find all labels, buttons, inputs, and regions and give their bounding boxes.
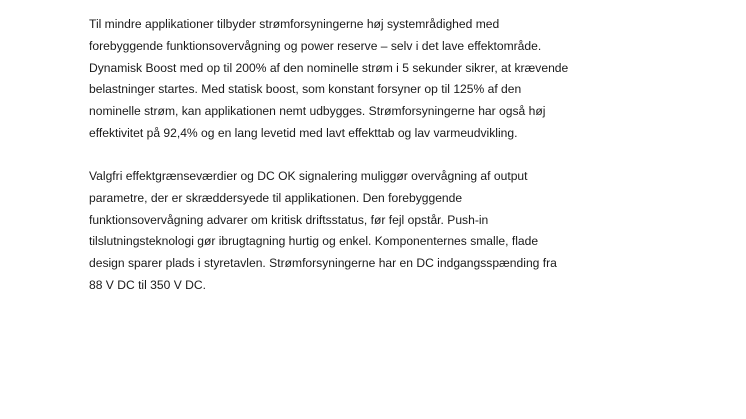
text-line: parametre, der er skræddersyede til applikationen. Den forebyggende (89, 190, 463, 205)
text-line: design sparer plads i styretavlen. Strømforsyningerne har en DC indgangsspænding fra (89, 256, 557, 271)
paragraph-2 (89, 166, 557, 297)
text-line: nominelle strøm, kan applikationen nemt udbygges. Strømforsyningerne har også høj (89, 104, 546, 119)
text-line: belastninger startes. Med statisk boost, som konstant forsyner op til 125% af den (89, 82, 522, 97)
text-line: 88 V DC til 350 V DC. (89, 277, 206, 292)
paragraph-1 (89, 14, 568, 145)
text-line: effektivitet på 92,4% og en lang levetid med lavt effekttab og lav varmeudvikling. (89, 125, 518, 140)
text-line: Valgfri effektgrænseværdier og DC OK signalering muliggør overvågning af output (89, 169, 528, 183)
text-line: forebyggende funktionsovervågning og power reserve – selv i det lave effektområde. (89, 38, 542, 53)
text-line: funktionsovervågning advarer om kritisk driftsstatus, før fejl opstår. Push-in (89, 212, 489, 227)
text-line: Dynamisk Boost med op til 200% af den nominelle strøm i 5 sekunder sikrer, at krævende (89, 60, 569, 75)
text-line: Til mindre applikationer tilbyder strømforsyningerne høj systemrådighed med (89, 17, 500, 31)
text-line: tilslutningsteknologi gør ibrugtagning hurtig og enkel. Komponenternes smalle, flade (89, 234, 539, 249)
